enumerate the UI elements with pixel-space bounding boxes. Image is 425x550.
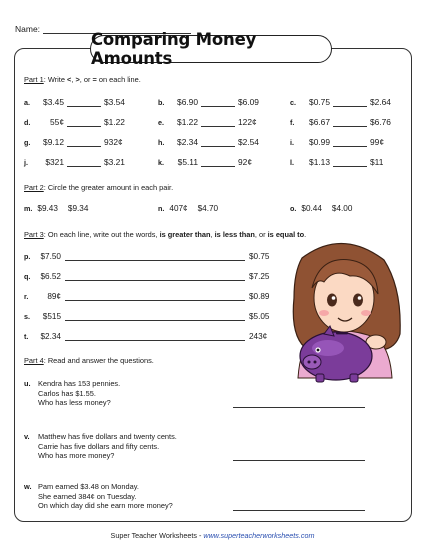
question-text: On which day did she earn more money? [38,501,173,511]
right-amount: $0.89 [249,292,270,301]
problem-letter: w. [24,482,32,491]
answer-blank[interactable] [67,138,101,147]
problem-letter: i. [290,138,294,147]
right-amount: $1.22 [104,117,125,127]
problem-letter: u. [24,379,31,388]
left-amount: $0.99 [309,137,330,147]
answer-blank[interactable] [201,118,235,127]
answer-blank[interactable] [67,158,101,167]
comparison-problem [24,117,125,127]
right-amount: $11 [370,157,384,167]
comparison-problem [158,137,259,147]
right-amount: 932¢ [104,137,123,147]
question-text: Who has less money? [38,398,111,408]
left-amount: $9.12 [43,137,64,147]
answer-line[interactable] [65,252,245,261]
right-amount: 99¢ [370,137,384,147]
answer-blank[interactable] [333,98,367,107]
left-amount: 89¢ [47,292,61,301]
answer-blank[interactable] [67,118,101,127]
problem-letter: t. [24,332,29,341]
pair-o[interactable]: o. $0.44 $4.00 [290,204,353,213]
answer-line[interactable] [65,272,245,281]
part1-heading: Part 1: Write <, >, or = on each line. [24,75,141,84]
right-amount: 243¢ [249,332,268,341]
comparison-problem [290,117,391,127]
left-amount: $3.45 [43,97,64,107]
problem-letter: v. [24,432,30,441]
left-amount: $6.52 [40,272,61,281]
right-amount: $5.05 [249,312,270,321]
words-comparison-row [24,272,270,281]
left-amount: $1.22 [177,117,198,127]
words-comparison-row [24,332,267,341]
question-text: Matthew has five dollars and twenty cents. [38,432,177,441]
left-amount: $1.13 [309,157,330,167]
part1-label: Part 1 [24,75,44,84]
problem-letter: q. [24,272,31,281]
answer-line[interactable] [65,332,245,341]
comparison-problem [24,97,125,107]
answer-blank[interactable] [201,98,235,107]
left-amount: $6.90 [177,97,198,107]
comparison-problem [158,117,257,127]
answer-blank[interactable] [333,158,367,167]
footer-url-link[interactable]: www.superteacherworksheets.com [203,531,315,540]
pair-n[interactable]: n. 407¢ $4.70 [158,204,219,213]
left-amount: $7.50 [40,252,61,261]
problem-letter: d. [24,118,31,127]
left-amount: $2.34 [40,332,61,341]
left-amount: $0.75 [309,97,330,107]
answer-line[interactable] [233,407,365,408]
answer-line[interactable] [233,460,365,461]
answer-blank[interactable] [333,138,367,147]
problem-letter: k. [158,158,164,167]
footer [0,531,425,540]
question-text: Who has more money? [38,451,115,461]
right-amount: 92¢ [238,157,252,167]
comparison-problem [290,137,384,147]
problem-letter: l. [290,158,294,167]
pair-m[interactable]: m. $9.43 $9.34 [24,204,89,213]
problem-letter: r. [24,292,29,301]
right-amount: $6.76 [370,117,391,127]
left-amount: $2.34 [177,137,198,147]
comparison-problem [24,157,125,167]
comparison-problem [158,157,252,167]
problem-letter: g. [24,138,31,147]
answer-blank[interactable] [67,98,101,107]
comparison-problem [290,157,383,167]
right-amount: $2.54 [238,137,259,147]
problem-letter: p. [24,252,31,261]
comparison-problem [158,97,259,107]
part2-heading: Part 2: Circle the greater amount in each pair. [24,183,174,192]
answer-blank[interactable] [201,158,235,167]
words-comparison-row [24,312,270,321]
left-amount: $5.11 [177,157,198,167]
comparison-problem [24,137,123,147]
part3-label: Part 3 [24,230,44,239]
answer-blank[interactable] [333,118,367,127]
question-text: Carrie has five dollars and fifty cents. [38,441,160,451]
problem-letter: e. [158,118,164,127]
right-amount: $3.21 [104,157,125,167]
answer-blank[interactable] [201,138,235,147]
problem-letter: a. [24,98,30,107]
problem-letter: s. [24,312,30,321]
right-amount: $7.25 [249,272,270,281]
answer-line[interactable] [65,312,245,321]
problem-letter: c. [290,98,296,107]
right-amount: $0.75 [249,252,270,261]
left-amount: 55¢ [50,117,64,127]
right-amount: $3.54 [104,97,125,107]
girl-with-piggy-bank-illustration [272,238,412,386]
question-text: Kendra has 153 pennies. [38,379,121,388]
question-text: She earned 384¢ on Tuesday. [38,491,137,501]
comparison-problem [290,97,391,107]
problem-letter: j. [24,158,28,167]
right-amount: 122¢ [238,117,257,127]
words-comparison-row [24,292,270,301]
part2-label: Part 2 [24,183,44,192]
left-amount: $515 [42,312,61,321]
answer-line[interactable] [65,292,245,301]
problem-letter: h. [158,138,165,147]
problem-letter: f. [290,118,295,127]
part4-label: Part 4 [24,356,44,365]
problem-letter: b. [158,98,165,107]
part4-heading: Part 4: Read and answer the questions. [24,356,154,365]
left-amount: $6.67 [309,117,330,127]
worksheet-title: Comparing Money Amounts [90,35,332,63]
question-text: Pam earned $3.48 on Monday. [38,482,139,491]
right-amount: $2.64 [370,97,391,107]
right-amount: $6.09 [238,97,259,107]
part3-heading: Part 3: On each line, write out the words, is greater than, is less than, or is equal to. [24,230,307,239]
left-amount: $321 [45,157,64,167]
question-text: Carlos has $1.55. [38,388,96,398]
answer-line[interactable] [233,510,365,511]
name-label: Name: [15,24,41,34]
footer-brand: Super Teacher Worksheets - [110,531,204,540]
words-comparison-row [24,252,270,261]
